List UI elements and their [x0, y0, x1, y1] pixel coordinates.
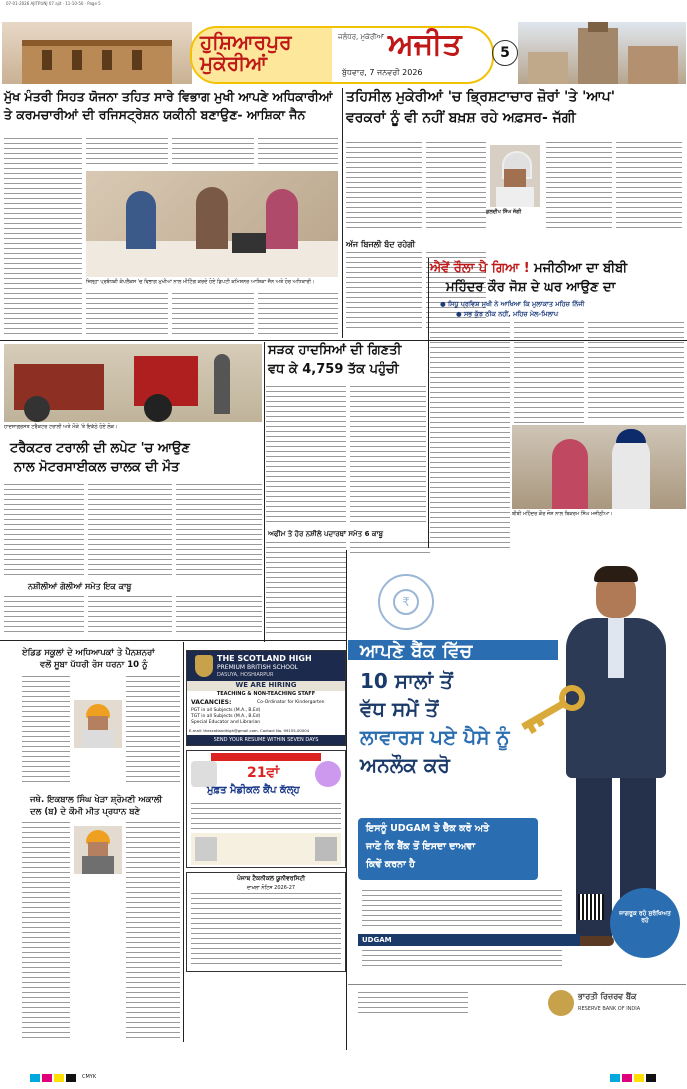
school-vacancies-label: VACANCIES: — [191, 699, 232, 706]
camp-portrait-left — [191, 761, 217, 787]
rbi-udgam-text: UDGAM — [362, 936, 392, 944]
rbi-bank-name: ਭਾਰਤੀ ਰਿਜ਼ਰਵ ਬੈਂਕ — [578, 992, 637, 1001]
school-name-1: THE SCOTLAND HIGH — [217, 654, 312, 663]
column-rule-3 — [428, 258, 429, 548]
rbi-ad — [348, 556, 686, 1058]
akali-column-1 — [22, 822, 70, 1038]
rbi-info-box — [358, 818, 538, 880]
teachers-headline-1: ਏਡਿਡ ਸਕੂਲਾਂ ਦੇ ਅਧਿਆਪਕਾਂ ਤੇ ਪੈਨਸ਼ਨਰਾਂ — [22, 648, 155, 658]
column-rule-1 — [342, 88, 343, 338]
school-crest-icon — [195, 655, 213, 677]
pills-column-1 — [4, 596, 84, 634]
university-ad — [186, 872, 346, 972]
masthead — [0, 22, 687, 84]
majithia-headline-1-rest: ਮਜੀਠੀਆ ਦਾ ਬੀਬੀ — [529, 261, 628, 276]
school-location: DASUYA, HOSHIARPUR — [217, 672, 274, 678]
cm-scheme-column-4b — [258, 293, 338, 338]
column-rule-4 — [183, 642, 184, 1042]
road-headline-2: ਵਧ ਕੇ 4,759 ਤੱਕ ਪਹੁੰਚੀ — [268, 362, 399, 377]
majithia-bullet-1-text: ਸਿਧੂ ਪ੍ਰਵਿਸ਼ ਮੁਖੀ ਨੇ ਆਖਿਆ ਕਿ ਮੁਲਾਕਾਤ ਮਹਿਜ਼ ਨਿੱਜੀ — [447, 300, 585, 308]
column-rule-2 — [264, 342, 265, 642]
tehsil-column-3 — [546, 142, 612, 232]
rbi-line-3: ਵੱਧ ਸਮੇਂ ਤੋਂ — [360, 697, 439, 721]
camp-number: 21ਵਾਂ — [247, 765, 280, 781]
jaggi-caption: ਕੁਲਦੀਪ ਸਿੰਘ ਜੱਗੀ — [486, 209, 522, 215]
rbi-qr-code[interactable] — [578, 894, 604, 920]
cm-scheme-column-3b — [172, 293, 254, 338]
tehsil-column-2 — [426, 142, 486, 232]
camp-sponsor-strip — [191, 833, 341, 865]
school-vacancy-3: Co-Ordinator for Kindergarten — [257, 700, 325, 705]
majithia-photo-caption: ਬੀਬੀ ਮਹਿੰਦਰ ਕੌਰ ਜੋਸ਼ ਨਾਲ ਬਿਕਰਮ ਸਿੰਘ ਮਜੀਠੀਆ। — [512, 511, 613, 517]
school-vacancy-1: PGT in all Subjects (M.A., B.Ed) — [191, 708, 261, 713]
school-send: SEND YOUR RESUME WITHIN SEVEN DAYS — [187, 735, 345, 745]
akali-headline-1: ਜਥੇ. ਇਕਬਾਲ ਸਿੰਘ ਖੇੜਾ ਸ਼੍ਰੋਮਣੀ ਅਕਾਲੀ — [30, 795, 163, 805]
tehsil-headline-1: ਤਹਿਸੀਲ ਮੁਕੇਰੀਆਂ 'ਚ ਭ੍ਰਿਸ਼ਟਾਚਾਰ ਜ਼ੋਰਾਂ 'ਤੇ 'ਆਪ' — [346, 89, 616, 105]
cm-scheme-headline-1: ਮੁੱਖ ਮੰਤਰੀ ਸਿਹਤ ਯੋਜਨਾ ਤਹਿਤ ਸਾਰੇ ਵਿਭਾਗ ਮੁਖੀ ਆਪਣੇ ਅਧਿਕਾਰੀਆਂ — [4, 89, 333, 104]
camp-title: ਮੁਫ਼ਤ ਮੈਡੀਕਲ ਕੈਂਪ ਕੱਲ੍ਹ — [207, 785, 300, 796]
masthead-left-photo — [2, 22, 192, 84]
majithia-bullet-2-text: ਸਭ ਕੁੱਝ ਠੀਕ ਨਹੀਂ, ਮਹਿਜ਼ ਮੇਲ-ਮਿਲਾਪ — [463, 310, 559, 318]
small-notice-column-1 — [346, 252, 422, 332]
tractor-photo — [4, 344, 262, 422]
university-title: ਪੰਜਾਬ ਟੈਕਨੀਕਲ ਯੂਨੀਵਰਸਿਟੀ — [237, 875, 306, 882]
rbi-box-1: ਇਸਨੂੰ UDGAM ਤੇ ਚੈੱਕ ਕਰੋ ਅਤੇ — [366, 823, 490, 834]
paper-name: ਅਜੀਤ — [388, 27, 462, 62]
rbi-line-4: ਲਾਵਾਰਸ ਪਏ ਪੈਸੇ ਨੂੰ — [360, 725, 510, 749]
jaggi-portrait — [490, 145, 540, 207]
teachers-column-1 — [22, 676, 70, 786]
small-notice-headline: ਅੱਜ ਬਿਜਲੀ ਬੰਦ ਰਹੇਗੀ — [346, 240, 416, 249]
city-line: ਜਲੰਧਰ, ਮੁਕੇਰੀਆਂ — [338, 33, 384, 41]
footer-colorbar-label: CMYK — [82, 1074, 97, 1080]
rbi-line-5: ਅਨਲੌਕ ਕਰੋ — [360, 753, 450, 777]
column-rule-5 — [346, 550, 347, 1050]
school-contact: E-mail: thescotlandhigh@gmail.com. Contact No. 99155-00004 — [189, 728, 310, 733]
rbi-line-1: ਆਪਣੇ ਬੈਂਕ ਵਿੱਚ — [360, 641, 473, 662]
majithia-headline-1-red: ਐਵੇਂ ਰੌਲਾ ਪੈ ਗਿਆ ! — [430, 261, 530, 276]
rbi-model-figure — [552, 566, 682, 946]
cm-scheme-column-3a — [172, 138, 254, 168]
rbi-badge — [610, 888, 680, 958]
tehsil-column-4 — [616, 142, 682, 232]
rbi-note — [362, 950, 562, 968]
cm-scheme-column-1 — [4, 138, 82, 338]
majithia-column-1 — [430, 322, 510, 548]
page-number — [492, 40, 518, 66]
rbi-box-2: ਜਾਣੋ ਕਿ ਬੈਂਕ ਤੋਂ ਇਸਦਾ ਦਾਅਵਾ — [366, 841, 476, 852]
cm-meeting-photo — [86, 171, 338, 277]
tractor-column-3 — [176, 484, 262, 576]
school-vacancy-2: TGT in all Subjects (M.A., B.Ed) — [191, 714, 261, 719]
camp-details — [191, 803, 341, 831]
majithia-headline-1 — [430, 262, 686, 277]
university-details — [191, 893, 341, 967]
akali-headline-2: ਦਲ (ਬ) ਦੇ ਕੌਮੀ ਮੀਤ ਪ੍ਰਧਾਨ ਬਣੇ — [30, 807, 141, 817]
teachers-column-2 — [126, 676, 180, 786]
school-vacancy-4: Special Educator and Librarian — [191, 720, 261, 725]
cm-scheme-column-4a — [258, 138, 338, 168]
tractor-headline-2: ਨਾਲ ਮੋਟਰਸਾਈਕਲ ਚਾਲਕ ਦੀ ਮੌਤ — [14, 460, 180, 475]
road-column-1 — [266, 386, 346, 526]
school-staff: TEACHING & NON-TEACHING STAFF — [216, 691, 316, 697]
row-rule-2 — [0, 640, 346, 641]
majithia-headline-2: ਮਹਿੰਦਰ ਕੌਰ ਜੋਸ਼ ਦੇ ਘਰ ਆਉਣ ਦਾ — [446, 280, 616, 295]
majithia-photo — [512, 425, 686, 509]
tehsil-column-1 — [346, 142, 422, 232]
teachers-headline-2: ਵਲੋਂ ਸੂਬਾ ਪੱਧਰੀ ਰੋਸ ਧਰਨਾ 10 ਨੂੰ — [40, 660, 148, 670]
majithia-column-3 — [588, 322, 684, 422]
school-name-2: PREMIUM BRITISH SCHOOL — [217, 664, 299, 671]
teachers-portrait — [74, 700, 122, 748]
pills-column-2 — [88, 596, 172, 634]
akali-portrait — [74, 826, 122, 874]
rbi-line-2: 10 ਸਾਲਾਂ ਤੋਂ — [360, 669, 453, 693]
akali-column-2 — [126, 822, 180, 1038]
camp-ad — [186, 750, 346, 868]
date-line: ਬੁੱਧਵਾਰ, 7 ਜਨਵਰੀ 2026 — [342, 68, 423, 77]
page-number-text: 5 — [500, 45, 510, 61]
cm-scheme-column-2a — [86, 138, 168, 168]
pills-column-3 — [176, 596, 262, 634]
rbi-box-3: ਕਿਵੇਂ ਕਰਨਾ ਹੈ — [366, 859, 415, 870]
pills-headline: ਨਸ਼ੀਲੀਆਂ ਗੋਲੀਆਂ ਸਮੇਤ ਇਕ ਕਾਬੂ — [28, 582, 132, 591]
tractor-column-2 — [88, 484, 172, 576]
opium-headline: ਅਫੀਮ ਤੇ ਹੋਰ ਨਸ਼ੀਲੇ ਪਦਾਰਥਾਂ ਸਮੇਤ 6 ਕਾਬੂ — [268, 530, 384, 538]
imprint-line: 07-01-2026 AJITPUNJ 07 ajit · 11-10-50 · Page 5 — [6, 1, 101, 6]
road-headline-1: ਸੜਕ ਹਾਦਸਿਆਂ ਦੀ ਗਿਣਤੀ — [268, 343, 402, 358]
cm-scheme-headline-2: ਤੇ ਕਰਮਚਾਰੀਆਂ ਦੀ ਰਜਿਸਟ੍ਰੇਸ਼ਨ ਯਕੀਨੀ ਬਣਾਉਣ- ਆਸ਼ਿਕਾ ਜੈਨ — [4, 107, 306, 122]
majithia-bullet-1: ● ਸਿਧੂ ਪ੍ਰਵਿਸ਼ ਮੁਖੀ ਨੇ ਆਖਿਆ ਕਿ ਮੁਲਾਕਾਤ ਮਹਿਜ਼ ਨਿੱਜੀ — [440, 300, 585, 308]
tehsil-headline-2: ਵਰਕਰਾਂ ਨੂੰ ਵੀ ਨਹੀਂ ਬਖ਼ਸ਼ ਰਹੇ ਅਫ਼ਸਰ- ਜੱਗੀ — [346, 110, 576, 126]
edition-title: ਹੁਸ਼ਿਆਰਪੁਰ ਮੁਕੇਰੀਆਂ — [200, 30, 292, 75]
tractor-column-1 — [4, 484, 84, 576]
rbi-bank-name-en: RESERVE BANK OF INDIA — [578, 1006, 641, 1012]
footer-colorbar — [30, 1074, 657, 1082]
university-session: ਦਾਖ਼ਲਾ ਨੋਟਿਸ 2026-27 — [247, 885, 296, 891]
school-ad — [186, 650, 346, 746]
cm-scheme-column-2b — [86, 293, 168, 338]
cm-photo-caption: ਜ਼ਿਲ੍ਹਾ ਪ੍ਰਬੰਧਕੀ ਕੰਪਲੈਕਸ 'ਚ ਵਿਭਾਗ ਮੁਖੀਆਂ ਨਾਲ ਮੀਟਿੰਗ ਕਰਦੇ ਹੋਏ ਡਿਪਟੀ ਕਮਿਸ਼ਨਰ ਆਸ਼ਿਕਾ ਜੈਨ ਅਤੇ ਹੋਰ ਅਧਿਕਾਰੀ। — [86, 279, 315, 285]
camp-logo-icon — [315, 761, 341, 787]
row-rule-1 — [0, 340, 687, 341]
rupee-coin-icon: ₹ — [378, 574, 434, 630]
masthead-right-photo — [518, 22, 686, 84]
tractor-photo-caption: ਹਾਦਸਾਗ੍ਰਸਤ ਟਰੈਕਟਰ ਟਰਾਲੀ ਅਤੇ ਮੌਕੇ 'ਤੇ ਇਕੱਠੇ ਹੋਏ ਲੋਕ। — [4, 424, 118, 430]
opium-column-1 — [266, 542, 346, 634]
rbi-footer-info — [358, 992, 468, 1016]
rbi-emblem-icon — [548, 990, 574, 1016]
masthead-banner — [190, 26, 494, 84]
majithia-bullet-2: ● ਸਭ ਕੁੱਝ ਠੀਕ ਨਹੀਂ, ਮਹਿਜ਼ ਮੇਲ-ਮਿਲਾਪ — [456, 310, 559, 318]
rbi-badge-text: ਜਾਗਰੂਕ ਰਹੋ ਸੁਰੱਖਿਅਤ ਰਹੋ — [619, 910, 671, 925]
tractor-headline-1: ਟਰੈਕਟਰ ਟਰਾਲੀ ਦੀ ਲਪੇਟ 'ਚ ਆਉਣ — [10, 441, 190, 456]
road-column-2 — [350, 386, 426, 526]
school-hiring: WE ARE HIRING — [187, 681, 345, 691]
rbi-steps — [362, 890, 562, 930]
rbi-udgam-strip — [358, 934, 580, 946]
